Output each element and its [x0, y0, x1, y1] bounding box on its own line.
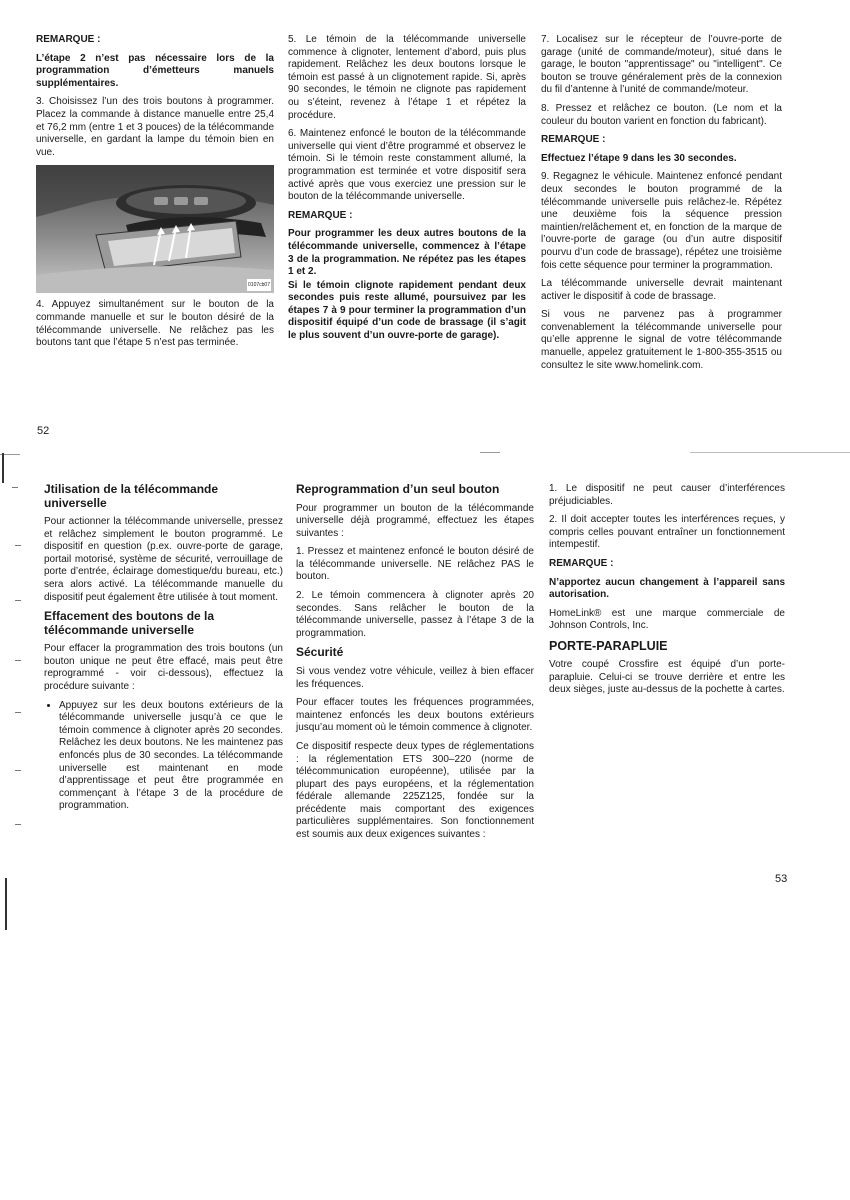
top-column-3: [541, 34, 782, 378]
paragraph-use: Pour actionner la télécommande universelle, pressez et relâchez simplement le bouton programmé. Le dispositif en question (p.ex. ouvre-porte de garage, portail motorisé, système de sécurité, verrouillage de porte d’entrée, éclairage domestique/du bureau, etc.) sera alors activé. La télécommande manuelle du dispositif peut également être utilisée à tout moment.: [44, 516, 283, 603]
note-label: REMARQUE :: [288, 209, 353, 221]
note-text: L’étape 2 n’est pas nécessaire lors de la programmation d’émetteurs manuels supplémentaires.: [36, 52, 274, 89]
note-label: REMARQUE :: [36, 34, 101, 45]
note-label: REMARQUE :: [541, 134, 606, 146]
note-text: Effectuez l’étape 9 dans les 30 secondes.: [541, 152, 737, 164]
requirement-2: 2. Il doit accepter toutes les interférences reçues, y compris celles pouvant entraîner un fonctionnement intempestif.: [549, 514, 785, 551]
note-label: REMARQUE :: [549, 557, 614, 569]
heading-security: Sécurité: [296, 645, 344, 660]
heading-reprogramming: Reprogrammation d’un seul bouton: [296, 482, 500, 496]
erase-bullet: • Appuyez sur les deux boutons extérieurs de la télécommande universelle jusqu’à ce que le témoin commence à clignoter après 20 secondes. Relâchez les deux boutons. Ne les maintenez pas enfoncés plus de 30 secondes. La télécommande universelle est maintenant en mode d’apprentissage et peut être programmée en commençant à l’étape 3 de la procédure de programmation.: [59, 700, 283, 813]
margin-tick: [15, 824, 21, 825]
margin-tick: [15, 545, 21, 546]
step-7: 7. Localisez sur le récepteur de l’ouvre-porte de garage (unité de commande/moteur), situé dans le garage, le bouton "apprentissage" ou "intelligent". Ce bouton se trouve généralement près de la connexion du fil d’antenne à l’unité de commande/moteur.: [541, 34, 782, 96]
page-number: 53: [775, 873, 788, 885]
paragraph-security-1: Si vous vendez votre véhicule, veillez à bien effacer les fréquences.: [296, 665, 534, 690]
paragraph-umbrella: Votre coupé Crossfire est équipé d’un porte-parapluie. Celui-ci se trouve derrière et entre les deux sièges, juste au-dessus de la pochette à cartes.: [549, 658, 785, 696]
step-3: 3. Choisissez l’un des trois boutons à programmer. Placez la commande à distance manuelle entre 25,4 et 76,2 mm (entre 1 et 3 pouces) de la télécommande universelle, en gardant la lampe du témoin bien en vue.: [36, 96, 274, 158]
step-9: 9. Regagnez le véhicule. Maintenez enfoncé pendant deux secondes le bouton programmé de la télécommande universelle puis relâchez-le. Répétez une deuxième fois la séquence pression maintien/relâchement et, en fonction de la marque de l’ouvre-porte de garage (ou d’un autre dispositif pourvu d’un code de brassage), répétez une troisième fois cette séquence pour terminer la programmation.: [541, 171, 782, 271]
bottom-column-1: [44, 483, 283, 813]
paragraph-2: Si vous ne parvenez pas à programmer convenablement la télécommande universelle pour qu’elle apprenne le signal de votre télécommande manuelle, appelez gratuitement le 1-800-355-3515 ou consultez le site www.homelink.com.: [541, 309, 782, 371]
margin-tick: [15, 770, 21, 771]
margin-tick: [15, 660, 21, 661]
margin-tick: [12, 487, 18, 488]
reprog-step-2: 2. Le témoin commencera à clignoter après 20 secondes. Sans relâcher le bouton de la télécommande universelle, passez à l’étape 3 de la programmation.: [296, 590, 534, 639]
step-4: 4. Appuyez simultanément sur le bouton de la commande manuelle et sur le bouton désiré de la télécommande universelle. Ne relâchez pas les boutons tant que l’étape 5 n’est pas terminée.: [36, 299, 274, 349]
binding-mark-top: [2, 453, 4, 483]
step-5: 5. Le témoin de la télécommande universelle commence à clignoter, lentement d’abord, puis plus rapidement. Relâchez les deux boutons lorsque le témoin est passé à un clignotement rapide. Si, après 90 secondes, le témoin ne clignote pas rapidement ou s’éteint, revenez à l’étape 1 et répétez la procédure.: [288, 34, 526, 121]
heading-use: Jtilisation de la télécommande universelle: [44, 482, 219, 510]
heading-erase: Effacement des boutons de la télécommande universelle: [44, 609, 215, 637]
note-text-1: Pour programmer les deux autres boutons de la télécommande universelle, commencez à l’étape 3 de la programmation. Ne répétez pas les étapes 1 et 2.: [288, 228, 526, 278]
paragraph-security-2: Pour effacer toutes les fréquences programmées, maintenez enfoncés les deux boutons extérieurs jusqu’au moment où le témoin commence à clignoter.: [296, 697, 534, 734]
overhead-console-photo: [36, 165, 274, 293]
top-column-1: [36, 34, 274, 356]
homelink-trademark: HomeLink® est une marque commerciale de Johnson Controls, Inc.: [549, 607, 785, 632]
note-text-2: Si le témoin clignote rapidement pendant deux secondes puis reste allumé, poursuivez par les étapes 7 à 9 pour terminer la programmation d’un dispositif équipé d’un code de brassage (il s’agit le plus souvent d’un ouvre-porte de garage).: [288, 279, 526, 342]
margin-tick: [15, 712, 21, 713]
image-code: 0107cb07: [247, 279, 271, 292]
step-6: 6. Maintenez enfoncé le bouton de la télécommande universelle qui vient d’être programmé et observez le témoin. Si le témoin reste constamment allumé, la programmation est terminée et votre dispositif sera activé après que vous exerciez une pression sur le bouton de la télécommande universelle.: [288, 128, 526, 203]
note-text: N’apportez aucun changement à l’appareil sans autorisation.: [549, 576, 785, 601]
binding-mark-bottom: [5, 878, 7, 930]
paragraph-1: La télécommande universelle devrait maintenant activer le dispositif à code de brassage.: [541, 278, 782, 302]
bottom-column-3: [549, 483, 785, 703]
overhead-console-illustration: [36, 165, 274, 293]
paragraph-erase: Pour effacer la programmation des trois boutons (un bouton unique ne peut être effacé, mais peut être reprogrammé - voir ci-dessous), effectuez la procédure suivante :: [44, 643, 283, 692]
page-divider-mid: [480, 452, 500, 453]
page-number: 52: [37, 425, 50, 437]
paragraph-reprogramming: Pour programmer un bouton de la télécommande universelle déjà programmé, effectuez les étapes suivantes :: [296, 502, 534, 539]
requirement-1: 1. Le dispositif ne peut causer d’interférences préjudiciables.: [549, 483, 785, 507]
bottom-column-2: [296, 483, 534, 848]
erase-bullet-list: [44, 700, 283, 813]
paragraph-security-3: Ce dispositif respecte deux types de réglementations : la réglementation ETS 300–220 (norme de télécommunication européenne), utilisée par la plupart des pays européens, et la réglementation fédérale allemande 225Z125, fondée sur la précédente mais comportant des exigences particulières supplémentaires. Son fonctionnement est soumis aux deux exigences suivantes :: [296, 740, 534, 841]
step-8: 8. Pressez et relâchez ce bouton. (Le nom et la couleur du bouton varient en fonction du fabricant).: [541, 102, 782, 127]
margin-tick: [15, 600, 21, 601]
top-column-2: [288, 34, 526, 349]
reprog-step-1: 1. Pressez et maintenez enfoncé le bouton désiré de la télécommande universelle. NE relâchez PAS le bouton.: [296, 546, 534, 583]
page-divider-right: [690, 452, 850, 453]
heading-umbrella: PORTE-PARAPLUIE: [549, 638, 668, 653]
